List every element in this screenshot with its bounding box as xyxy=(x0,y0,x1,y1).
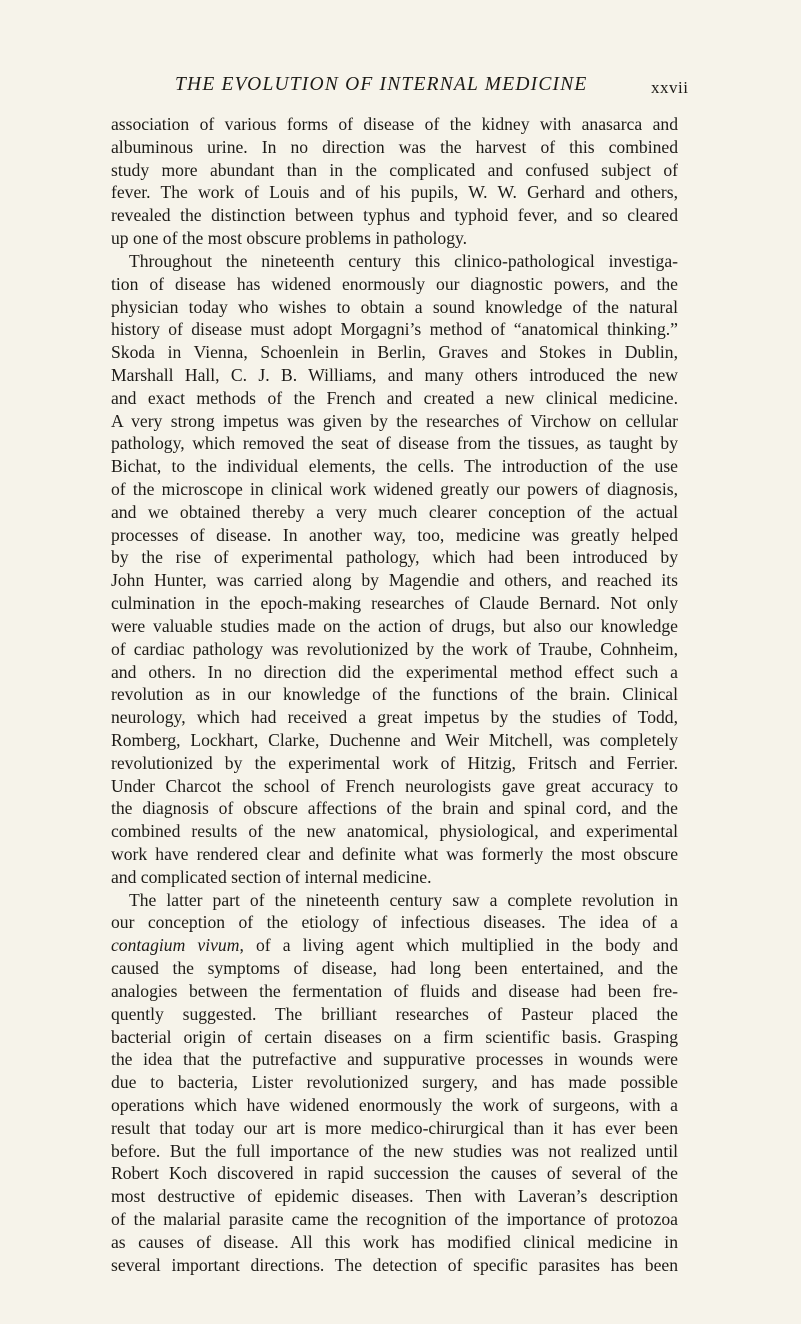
italic-phrase: contagium vivum xyxy=(111,935,240,956)
text-line: Under Charcot the school of French neurologists gave great accuracy to xyxy=(111,775,678,796)
text-line: revolution as in our knowledge of the functions of the brain. Clinical xyxy=(111,684,678,705)
text-line: Romberg, Lockhart, Clarke, Duchenne and Weir Mitchell, was completely xyxy=(111,729,678,750)
text-line: Throughout the nineteenth century this clinico-pathological investiga- xyxy=(129,250,678,271)
text-line: fever. The work of Louis and of his pupils, W. W. Gerhard and others, xyxy=(111,182,678,203)
text-line: the idea that the putrefactive and suppurative processes in wounds were xyxy=(111,1049,678,1070)
text-line: Marshall Hall, C. J. B. Williams, and many others introduced the new xyxy=(111,364,678,385)
text-line: and exact methods of the French and created a new clinical medicine. xyxy=(111,387,678,408)
text-line: and others. In no direction did the experimental method effect such a xyxy=(111,661,678,682)
text-line: bacterial origin of certain diseases on a firm scientific basis. Grasping xyxy=(111,1026,678,1047)
text-line: Robert Koch discovered in rapid succession the causes of several of the xyxy=(111,1163,678,1184)
text-line: neurology, which had received a great impetus by the studies of Todd, xyxy=(111,707,678,728)
text-line: revolutionized by the experimental work of Hitzig, Fritsch and Ferrier. xyxy=(111,752,678,773)
text-line: operations which have widened enormously the work of surgeons, with a xyxy=(111,1094,678,1115)
text-line: several important directions. The detection of specific parasites has been xyxy=(111,1254,678,1275)
text-line: and complicated section of internal medicine. xyxy=(111,866,432,887)
text-line: revealed the distinction between typhus and typhoid fever, and so cleared xyxy=(111,205,678,226)
text-line: of the microscope in clinical work widened greatly our powers of diagnosis, xyxy=(111,479,678,499)
text-line: analogies between the fermentation of fluids and disease had been fre- xyxy=(111,980,678,1001)
text-line: most destructive of epidemic diseases. Then with Laveran’s description xyxy=(111,1186,678,1207)
text-line: John Hunter, was carried along by Magendie and others, and reached its xyxy=(111,570,678,591)
text-line: the diagnosis of obscure affections of the brain and spinal cord, and the xyxy=(111,798,678,819)
text-line: Bichat, to the individual elements, the cells. The introduction of the use xyxy=(111,456,678,477)
text-line: processes of disease. In another way, too, medicine was greatly helped xyxy=(111,524,678,545)
text-line: history of disease must adopt Morgagni’s method of “anatomical thinking.” xyxy=(111,319,678,340)
text-line: tion of disease has widened enormously our diagnostic powers, and the xyxy=(111,273,678,294)
text-line: due to bacteria, Lister revolutionized surgery, and has made possible xyxy=(111,1072,678,1093)
text-line: albuminous urine. In no direction was the harvest of this combined xyxy=(111,136,678,157)
text-line: of cardiac pathology was revolutionized by the work of Traube, Cohnheim, xyxy=(111,638,678,659)
text-line: pathology, which removed the seat of disease from the tissues, as taught by xyxy=(111,433,678,454)
text-line: association of various forms of disease of the kidney with anasarca and xyxy=(111,114,678,134)
text-line: caused the symptoms of disease, had long been entertained, and the xyxy=(111,958,678,979)
text-line: were valuable studies made on the action of drugs, but also our knowledge xyxy=(111,615,678,636)
text-line: and we obtained thereby a very much clearer conception of the actual xyxy=(111,501,678,522)
text-line: result that today our art is more medico-chirurgical than it has ever been xyxy=(111,1117,678,1138)
text-line: by the rise of experimental pathology, which had been introduced by xyxy=(111,547,678,568)
text-line: Skoda in Vienna, Schoenlein in Berlin, Graves and Stokes in Dublin, xyxy=(111,342,678,363)
text-line: our conception of the etiology of infectious diseases. The idea of a xyxy=(111,912,678,933)
text-line: combined results of the new anatomical, physiological, and experimental xyxy=(111,821,678,842)
text-line: culmination in the epoch-making researches of Claude Bernard. Not only xyxy=(111,593,678,614)
text-line xyxy=(111,934,678,957)
text-line: as causes of disease. All this work has modified clinical medicine in xyxy=(111,1231,678,1252)
running-head: THE EVOLUTION OF INTERNAL MEDICINE xyxy=(175,74,588,95)
text-line: The latter part of the nineteenth century saw a complete revolution in xyxy=(129,889,678,910)
text-line: physician today who wishes to obtain a sound knowledge of the natural xyxy=(111,296,678,317)
text-segment: , of a living agent which multiplied in the body and xyxy=(239,935,679,956)
text-line: before. But the full importance of the new studies was not realized until xyxy=(111,1140,678,1161)
text-line: study more abundant than in the complicated and confused subject of xyxy=(111,159,678,180)
text-line: A very strong impetus was given by the researches of Virchow on cellular xyxy=(111,410,678,431)
body-text xyxy=(111,113,678,1276)
text-line: of the malarial parasite came the recognition of the importance of protozoa xyxy=(111,1209,678,1229)
text-line: quently suggested. The brilliant researches of Pasteur placed the xyxy=(111,1003,678,1024)
page-number: xxvii xyxy=(651,78,689,97)
text-line: work have rendered clear and definite what was formerly the most obscure xyxy=(111,844,678,864)
text-line: up one of the most obscure problems in pathology. xyxy=(111,228,468,249)
